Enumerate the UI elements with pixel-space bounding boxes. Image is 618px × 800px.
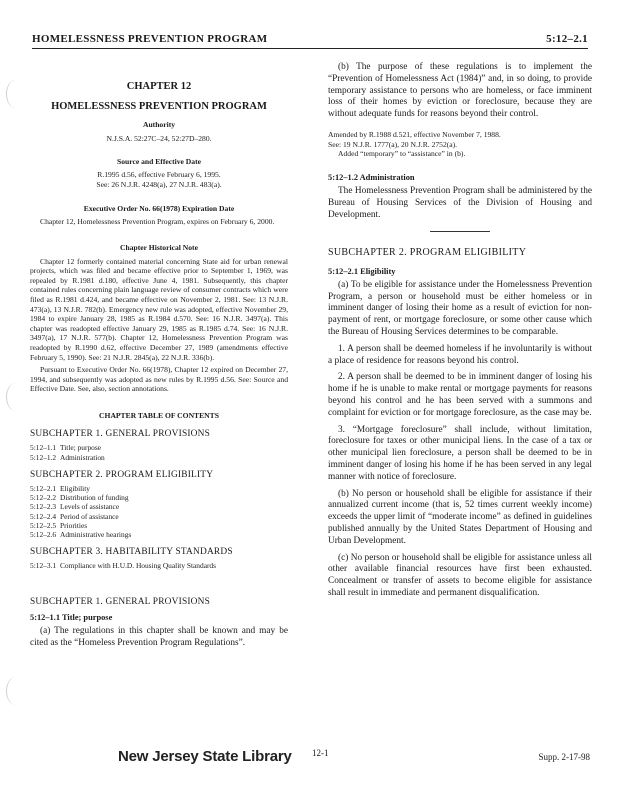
- section-heading: 5:12–2.1 Eligibility: [328, 266, 396, 276]
- authority-heading: Authority: [142, 120, 176, 130]
- right-column: [328, 62, 592, 605]
- toc-list: [30, 484, 288, 539]
- toc-entry-number: 5:12–2.1: [30, 483, 57, 493]
- toc-heading: CHAPTER TABLE OF CONTENTS: [99, 410, 219, 420]
- purpose-paragraph: (b) The purpose of these regulations is to implement the “Prevention of Homelessness Act (1984)” and, in so doing, to provide temporary assistance to persons who are homeless, or face imminent loss of their homes by eviction or foreclosure, because they are without adequate funds for reasons beyond their control.: [328, 62, 592, 120]
- toc-entry: [30, 502, 288, 511]
- section-text: 2. A person shall be deemed to be in imminent danger of losing his home if he is unable to make rental or mortgage payments for reasons beyond his control and he has been served with a summons and complaint for eviction or for mortgage foreclosure, as the case may be.: [328, 372, 592, 418]
- executive-order-heading: Executive Order No. 66(1978) Expiration Date: [83, 203, 235, 213]
- amendment-note: Added “temporary” to “assistance” in (b).: [338, 149, 466, 159]
- toc-entry-title: Levels of assistance: [60, 502, 120, 512]
- historical-note-text: Pursuant to Executive Order No. 66(1978), Chapter 12 expired on December 27, 1994, and subsequently was adopted as new rules by R.1995 d.56. See: Source and Effective Date. See, also, section annotations.: [30, 365, 288, 394]
- authority-text: N.J.S.A. 52:27C–24, 52:27D–280.: [106, 133, 212, 143]
- section-text: 3. “Mortgage foreclosure” shall include, without limitation, foreclosure for taxes or other municipal liens. In the case of a tax or other municipal lien foreclosure, a person shall be deemed to be in imminent danger of losing his home if he has been served in any legal manner with notice of foreclosure.: [328, 424, 592, 482]
- section-text: (c) No person or household shall be eligible for assistance unless all other available financial resources have first been exhausted. Concealment or transfer of assets to become eligible for assistance shall result in immediate and permanent disqualification.: [328, 552, 592, 598]
- toc-entry-number: 5:12–2.2: [30, 493, 57, 503]
- historical-note-heading: Chapter Historical Note: [120, 243, 198, 253]
- toc-subchapter-title: SUBCHAPTER 2. PROGRAM ELIGIBILITY: [30, 469, 214, 480]
- supplement-date: Supp. 2-17-98: [538, 752, 590, 762]
- source-line: See: 26 N.J.R. 4248(a), 27 N.J.R. 483(a).: [96, 180, 222, 189]
- header-title: HOMELESSNESS PREVENTION PROGRAM: [32, 33, 268, 45]
- source-heading: Source and Effective Date: [116, 157, 201, 167]
- toc-entry-title: Administration: [60, 452, 105, 462]
- toc-subchapter-title: SUBCHAPTER 3. HABITABILITY STANDARDS: [30, 547, 233, 558]
- binder-hole-mark: [6, 383, 25, 411]
- chapter-title: HOMELESSNESS PREVENTION PROGRAM: [51, 101, 267, 113]
- header-section-number: 5:12–2.1: [546, 33, 588, 45]
- section-text: 1. A person shall be deemed homeless if he involuntarily is without a place of residence for reasons beyond his control.: [328, 343, 592, 366]
- chapter-number: CHAPTER 12: [126, 81, 192, 92]
- toc-entry-number: 5:12–2.3: [30, 502, 57, 512]
- section-heading: 5:12–1.1 Title; purpose: [30, 612, 113, 622]
- toc-subchapter-title: SUBCHAPTER 1. GENERAL PROVISIONS: [30, 429, 211, 440]
- table-of-contents: [30, 429, 288, 570]
- left-column: [30, 62, 288, 655]
- toc-entry-title: Period of assistance: [60, 511, 119, 521]
- toc-entry-title: Administrative hearings: [60, 529, 132, 539]
- historical-note-text: Chapter 12 formerly contained material concerning State aid for urban renewal projects, which was filed and became effective prior to September 1, 1969, was repealed by R.1981 d.180, effective June 4, 1981. Subsequently, this chapter contained rules concerning plain language review of consumer contracts which were filed as R.1981 d.424, and became effective on November 2, 1981. See: 13 N.J.R. 473(a), 13 N.J.R. 782(b). Emergency new rule was adopted, effective November 29, 1984 to expire January 28, 1985 as R.1984 d.570. See: 16 N.J.R. 3497(a). This chapter was readopted effective January 29, 1985 as R.1985 d.74. See: 16 N.J.R. 3497(a), 17 N.J.R. 577(b). Chapter 12, Homelessness Prevention Program was readopted by R.1990 d.62, effective December 27, 1989 (amendments effective February 5, 1990). See: 21 N.J.R. 2845(a), 22 N.J.R. 336(b).: [30, 256, 288, 362]
- section-text: (b) No person or household shall be eligible for assistance if their annualized current income (that is, 52 times current weekly income) exceeds the upper limit of “moderate income” as defined in guidelines published annually by the United States Department of Housing and Urban Development.: [328, 488, 592, 546]
- toc-entry-number: 5:12–2.5: [30, 520, 57, 530]
- amendment-note: Amended by R.1988 d.521, effective November 7, 1988.: [328, 129, 501, 139]
- library-stamp: New Jersey State Library: [118, 748, 292, 765]
- binder-hole-mark: [6, 677, 25, 705]
- subchapter-1-title: SUBCHAPTER 1. GENERAL PROVISIONS: [30, 596, 211, 607]
- toc-entry-title: Eligibility: [60, 483, 90, 493]
- executive-order-text: Chapter 12, Homelessness Prevention Program, expires on February 6, 2000.: [40, 216, 275, 226]
- toc-list: [30, 561, 288, 570]
- toc-entry-number: 5:12–2.6: [30, 529, 57, 539]
- toc-entry-title: Compliance with H.U.D. Housing Quality Standards: [60, 561, 217, 571]
- divider: [430, 231, 490, 232]
- page-number: 12-1: [312, 748, 329, 758]
- binder-hole-mark: [6, 80, 25, 108]
- toc-entry-number: 5:12–2.4: [30, 511, 57, 521]
- toc-entry-number: 5:12–3.1: [30, 561, 57, 571]
- section-text: (a) The regulations in this chapter shall be known and may be cited as the “Homeless Prevention Program Regulations”.: [30, 625, 288, 648]
- toc-list: [30, 443, 288, 461]
- toc-entry-title: Distribution of funding: [60, 493, 129, 503]
- toc-entry-title: Priorities: [60, 520, 88, 530]
- toc-entry: [30, 512, 288, 521]
- running-header: [32, 30, 588, 49]
- amendment-note: See: 19 N.J.R. 1777(a), 20 N.J.R. 2752(a).: [328, 139, 458, 149]
- toc-entry-title: Title; purpose: [60, 443, 101, 453]
- toc-entry-number: 5:12–1.2: [30, 452, 57, 462]
- toc-entry: [30, 493, 288, 502]
- toc-entry: [30, 521, 288, 530]
- section-text: The Homelessness Prevention Program shall be administered by the Bureau of Housing Services of the Division of Housing and Development.: [328, 185, 592, 220]
- section-heading: 5:12–1.2 Administration: [328, 172, 415, 182]
- toc-entry: [30, 530, 288, 539]
- toc-entry: [30, 561, 288, 570]
- source-line: R.1995 d.56, effective February 6, 1995.: [97, 170, 221, 180]
- toc-entry: [30, 484, 288, 493]
- section-text: (a) To be eligible for assistance under the Homelessness Prevention Program, a person or household must be either homeless or in imminent danger of losing their home as a result of eviction for non-payment of rent, or mortgage foreclosure, or some other cause which the Bureau of Housing Services determines to be comparable.: [328, 279, 592, 337]
- subchapter-2-title: SUBCHAPTER 2. PROGRAM ELIGIBILITY: [328, 247, 527, 259]
- toc-entry: [30, 453, 288, 462]
- toc-entry-number: 5:12–1.1: [30, 443, 57, 453]
- toc-entry: [30, 443, 288, 452]
